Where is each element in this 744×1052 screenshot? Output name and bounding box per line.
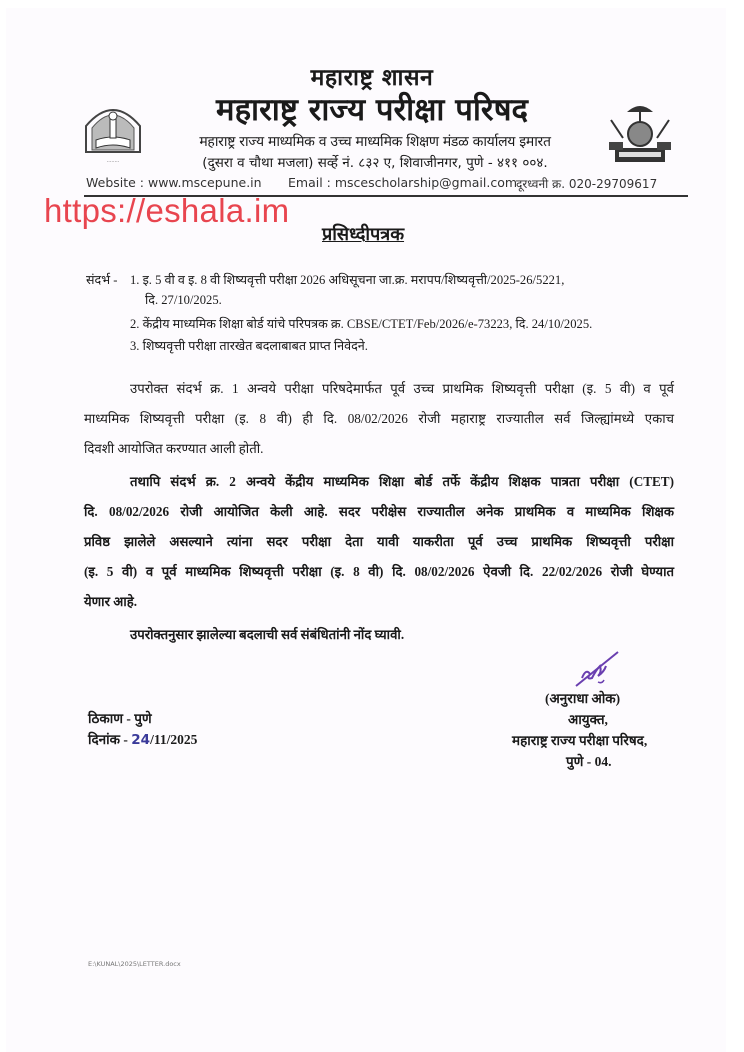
reference-1-line-2: दि. 27/10/2025. [145, 293, 222, 307]
watermark-link[interactable]: https://eshala.im [44, 192, 290, 229]
website-text: Website : www.mscepune.in [86, 175, 262, 190]
phone-text: दूरध्वनी क्र. 020-29709617 [516, 177, 658, 191]
signatory-name: (अनुराधा ओक) [545, 691, 621, 706]
paragraph-3 [84, 620, 674, 650]
place-text: ठिकाण - पुणे [88, 711, 152, 726]
date-line [88, 729, 197, 751]
paragraph-2-line: प्रविष्ठ झालेले असल्याने त्यांना सदर परीक्षा देता यावी याकरीता पूर्व उच्च प्राथमिक शिष्यवृत्ती परीक्षा [84, 534, 674, 549]
paragraph-2-line: येणार आहे. [84, 594, 138, 609]
svg-text:........: ........ [106, 158, 120, 164]
document-title: प्रसिध्दीपत्रक [322, 224, 405, 245]
address-line: (दुसरा व चौथा मजला) सर्व्हे नं. ८३२ ए, शिवाजीनगर, पुणे - ४११ ००४. [202, 155, 548, 171]
paragraph-2-line: (इ. 5 वी) व पूर्व माध्यमिक शिष्यवृत्ती परीक्षा (इ. 8 वी) दि. 08/02/2026 ऐवजी दि. 22/02/2026 रोजी घेण्यात [84, 564, 674, 579]
reference-1-line-1: 1. इ. 5 वी व इ. 8 वी शिष्यवृत्ती परीक्षा 2026 अधिसूचना जा.क्र. मरापप/शिष्यवृत्ती/2025-26/5221, [130, 273, 565, 287]
reference-3: 3. शिष्यवृत्ती परीक्षा तारखेत बदलाबाबत प्राप्त निवेदने. [130, 339, 368, 353]
reference-2: 2. केंद्रीय माध्यमिक शिक्षा बोर्ड यांचे परिपत्रक क्र. CBSE/CTET/Feb/2026/e-73223, दि. 24/10/2025. [130, 317, 593, 331]
paragraph-1 [84, 374, 674, 464]
paragraph-2-line: दि. 08/02/2026 रोजी आयोजित केली आहे. सदर परीक्षेस राज्यातील अनेक प्राथमिक व माध्यमिक शिक्षक [84, 504, 674, 519]
signatory-city: पुणे - 04. [566, 754, 612, 769]
paragraph-3-line: उपरोक्तनुसार झालेल्या बदलाची सर्व संबंधितांनी नोंद घ्यावी. [130, 627, 405, 642]
signatory-designation: आयुक्त, [568, 712, 608, 727]
office-line: महाराष्ट्र राज्य माध्यमिक व उच्च माध्यमिक शिक्षण मंडळ कार्यालय इमारत [199, 134, 551, 150]
date-month-year: /11/2025 [150, 732, 198, 747]
exam-council-emblem-icon [78, 96, 148, 166]
paragraph-2-line: तथापि संदर्भ क्र. 2 अन्वये केंद्रीय माध्यमिक शिक्षा बोर्ड तर्फे केंद्रीय शिक्षक पात्रता परीक्षा (CTET) [130, 474, 674, 489]
organization-title: महाराष्ट्र राज्य परीक्षा परिषद [216, 92, 528, 128]
references-label: संदर्भ - [86, 273, 118, 287]
paragraph-1-line: दिवशी आयोजित करण्यात आली होती. [84, 441, 264, 456]
file-path: E:\KUNAL\2025\LETTER.docx [88, 960, 181, 968]
signature-mark [572, 648, 622, 690]
date-day-handwritten: 24 [131, 732, 151, 748]
signatory-organization: महाराष्ट्र राज्य परीक्षा परिषद, [512, 733, 648, 748]
email-text: Email : mscescholarship@gmail.com [288, 175, 518, 190]
paragraph-1-line: उपरोक्त संदर्भ क्र. 1 अन्वये परीक्षा परिषदेमार्फत पूर्व उच्च प्राथमिक शिष्यवृत्ती परीक्षा (इ. 5 वी) व पूर्व [130, 381, 674, 396]
place-date [88, 708, 197, 751]
government-title: महाराष्ट्र शासन [310, 65, 434, 91]
state-seal-icon [605, 98, 675, 168]
paragraph-2 [84, 467, 674, 617]
paragraph-1-line: माध्यमिक शिष्यवृत्ती परीक्षा (इ. 8 वी) ही दि. 08/02/2026 रोजी महाराष्ट्र राज्यातील सर्व जिल्ह्यांमध्ये एकाच [84, 411, 674, 426]
date-label: दिनांक - [88, 732, 128, 747]
